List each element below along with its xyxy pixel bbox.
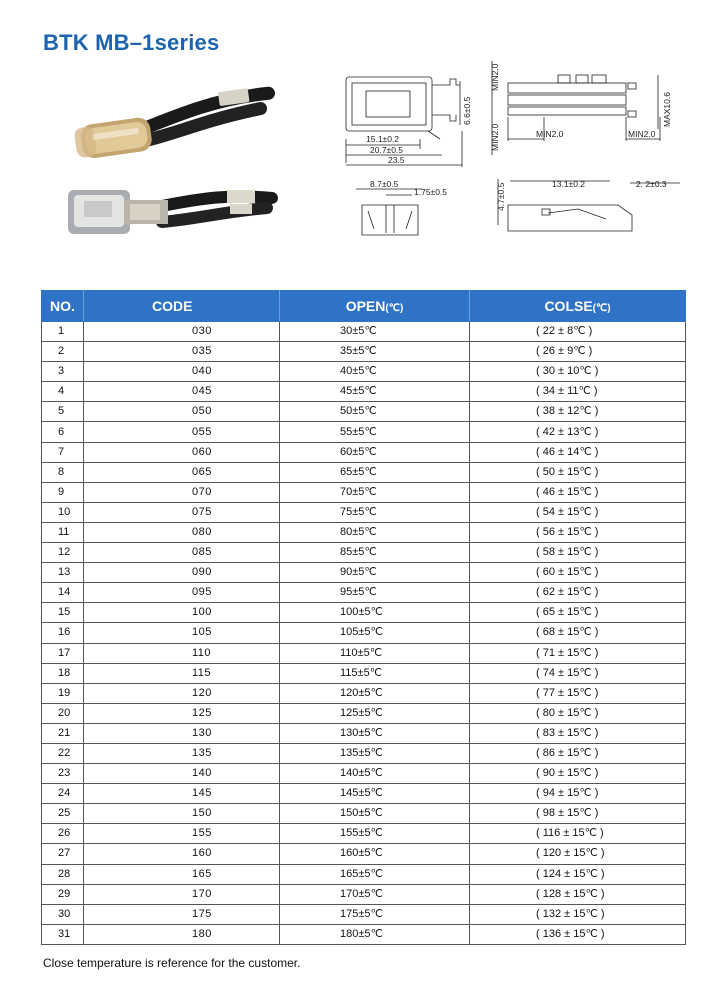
cell-open: 165±5℃ xyxy=(280,864,470,884)
table-row xyxy=(42,482,686,502)
cell-open: 125±5℃ xyxy=(280,703,470,723)
footnote: Close temperature is reference for the customer. xyxy=(43,956,301,970)
cell-close: ( 124 ± 15℃ ) xyxy=(470,864,686,884)
cell-no: 8 xyxy=(42,462,84,482)
cell-close: ( 86 ± 15℃ ) xyxy=(470,743,686,763)
cell-no: 6 xyxy=(42,422,84,442)
cell-code: 100 xyxy=(84,603,280,623)
cell-no: 7 xyxy=(42,442,84,462)
cell-code: 075 xyxy=(84,502,280,522)
cell-open: 115±5℃ xyxy=(280,663,470,683)
dim-side-min-bottom: MIN2.0 xyxy=(490,123,500,151)
cell-no: 31 xyxy=(42,924,84,944)
dim-side-min-left: MIN2.0 xyxy=(536,129,564,139)
table-row xyxy=(42,764,686,784)
table-row xyxy=(42,824,686,844)
cell-open: 45±5℃ xyxy=(280,382,470,402)
cell-open: 50±5℃ xyxy=(280,402,470,422)
cell-close: ( 50 ± 15℃ ) xyxy=(470,462,686,482)
cell-code: 155 xyxy=(84,824,280,844)
dim-top-inner: 15.1±0.2 xyxy=(366,134,400,144)
cell-code: 105 xyxy=(84,623,280,643)
cell-code: 170 xyxy=(84,884,280,904)
cell-open: 120±5℃ xyxy=(280,683,470,703)
cell-open: 85±5℃ xyxy=(280,543,470,563)
table-row xyxy=(42,583,686,603)
table-row xyxy=(42,422,686,442)
header-open: OPEN(℃) xyxy=(280,291,470,322)
table-row xyxy=(42,683,686,703)
cell-code: 030 xyxy=(84,322,280,342)
table-row xyxy=(42,603,686,623)
cell-no: 15 xyxy=(42,603,84,623)
cell-no: 2 xyxy=(42,342,84,362)
cell-close: ( 42 ± 13℃ ) xyxy=(470,422,686,442)
cell-close: ( 90 ± 15℃ ) xyxy=(470,764,686,784)
cell-open: 155±5℃ xyxy=(280,824,470,844)
cell-code: 120 xyxy=(84,683,280,703)
cell-code: 140 xyxy=(84,764,280,784)
table-row xyxy=(42,342,686,362)
cell-code: 065 xyxy=(84,462,280,482)
cell-open: 80±5℃ xyxy=(280,522,470,542)
cell-close: ( 54 ± 15℃ ) xyxy=(470,502,686,522)
product-photo-metal xyxy=(62,178,282,248)
cell-open: 100±5℃ xyxy=(280,603,470,623)
cell-open: 105±5℃ xyxy=(280,623,470,643)
product-photo-sleeved xyxy=(62,85,282,165)
cell-close: ( 46 ± 15℃ ) xyxy=(470,482,686,502)
table-row xyxy=(42,804,686,824)
cell-open: 135±5℃ xyxy=(280,743,470,763)
cell-open: 180±5℃ xyxy=(280,924,470,944)
cell-no: 24 xyxy=(42,784,84,804)
cell-code: 095 xyxy=(84,583,280,603)
cell-code: 070 xyxy=(84,482,280,502)
cell-code: 145 xyxy=(84,784,280,804)
cell-close: ( 22 ± 8℃ ) xyxy=(470,322,686,342)
table-row xyxy=(42,723,686,743)
table-row xyxy=(42,844,686,864)
cell-close: ( 80 ± 15℃ ) xyxy=(470,703,686,723)
dim-top-height: 6.6±0.5 xyxy=(462,96,472,125)
cell-no: 22 xyxy=(42,743,84,763)
cell-code: 060 xyxy=(84,442,280,462)
cell-code: 035 xyxy=(84,342,280,362)
cell-close: ( 116 ± 15℃ ) xyxy=(470,824,686,844)
cell-open: 95±5℃ xyxy=(280,583,470,603)
cell-no: 9 xyxy=(42,482,84,502)
cell-code: 110 xyxy=(84,643,280,663)
table-row xyxy=(42,663,686,683)
cell-close: ( 71 ± 15℃ ) xyxy=(470,643,686,663)
cell-no: 17 xyxy=(42,643,84,663)
table-row xyxy=(42,322,686,342)
cell-close: ( 26 ± 9℃ ) xyxy=(470,342,686,362)
cell-no: 12 xyxy=(42,543,84,563)
cell-close: ( 68 ± 15℃ ) xyxy=(470,623,686,643)
table-row xyxy=(42,563,686,583)
table-header-row xyxy=(42,291,686,322)
cell-close: ( 58 ± 15℃ ) xyxy=(470,543,686,563)
dim-profile-thick: 2. 2±0.3 xyxy=(636,179,667,189)
cell-open: 75±5℃ xyxy=(280,502,470,522)
cell-code: 090 xyxy=(84,563,280,583)
cell-no: 29 xyxy=(42,884,84,904)
cell-close: ( 30 ± 10℃ ) xyxy=(470,362,686,382)
cell-code: 045 xyxy=(84,382,280,402)
cell-code: 050 xyxy=(84,402,280,422)
cell-no: 23 xyxy=(42,764,84,784)
table-row xyxy=(42,543,686,563)
cell-close: ( 65 ± 15℃ ) xyxy=(470,603,686,623)
cell-close: ( 77 ± 15℃ ) xyxy=(470,683,686,703)
cell-close: ( 34 ± 11℃ ) xyxy=(470,382,686,402)
cell-open: 60±5℃ xyxy=(280,442,470,462)
cell-open: 90±5℃ xyxy=(280,563,470,583)
header-code: CODE xyxy=(84,291,280,322)
spec-table xyxy=(41,290,686,945)
dim-profile-height: 4.7±0.5 xyxy=(496,182,506,211)
cell-code: 165 xyxy=(84,864,280,884)
cell-code: 160 xyxy=(84,844,280,864)
page-title: BTK MB–1series xyxy=(43,30,220,55)
cell-code: 040 xyxy=(84,362,280,382)
cell-code: 130 xyxy=(84,723,280,743)
table-row xyxy=(42,904,686,924)
dim-end-pin: 1.75±0.5 xyxy=(414,187,448,197)
table-row xyxy=(42,362,686,382)
cell-code: 125 xyxy=(84,703,280,723)
table-row xyxy=(42,884,686,904)
table-row xyxy=(42,703,686,723)
cell-no: 25 xyxy=(42,804,84,824)
cell-no: 4 xyxy=(42,382,84,402)
cell-no: 20 xyxy=(42,703,84,723)
cell-close: ( 56 ± 15℃ ) xyxy=(470,522,686,542)
cell-close: ( 136 ± 15℃ ) xyxy=(470,924,686,944)
cell-code: 180 xyxy=(84,924,280,944)
cell-open: 175±5℃ xyxy=(280,904,470,924)
header-close: COLSE(℃) xyxy=(470,291,686,322)
cell-no: 18 xyxy=(42,663,84,683)
cell-close: ( 120 ± 15℃ ) xyxy=(470,844,686,864)
table-row xyxy=(42,502,686,522)
cell-open: 150±5℃ xyxy=(280,804,470,824)
cell-code: 055 xyxy=(84,422,280,442)
cell-no: 1 xyxy=(42,322,84,342)
cell-no: 27 xyxy=(42,844,84,864)
dim-side-min-right: MIN2.0 xyxy=(628,129,656,139)
cell-no: 3 xyxy=(42,362,84,382)
cell-open: 55±5℃ xyxy=(280,422,470,442)
dim-side-min-top: MIN2.0 xyxy=(490,63,500,91)
table-row xyxy=(42,643,686,663)
dimension-drawings xyxy=(330,55,690,245)
dim-end-width: 8.7±0.5 xyxy=(370,179,399,189)
dim-profile-length: 13.1±0.2 xyxy=(552,179,586,189)
cell-no: 13 xyxy=(42,563,84,583)
cell-open: 145±5℃ xyxy=(280,784,470,804)
cell-open: 65±5℃ xyxy=(280,462,470,482)
cell-code: 080 xyxy=(84,522,280,542)
cell-close: ( 83 ± 15℃ ) xyxy=(470,723,686,743)
dim-top-mid: 20.7±0.5 xyxy=(370,145,404,155)
table-row xyxy=(42,522,686,542)
cell-code: 135 xyxy=(84,743,280,763)
cell-close: ( 38 ± 12℃ ) xyxy=(470,402,686,422)
cell-close: ( 132 ± 15℃ ) xyxy=(470,904,686,924)
cell-open: 30±5℃ xyxy=(280,322,470,342)
cell-open: 170±5℃ xyxy=(280,884,470,904)
cell-close: ( 60 ± 15℃ ) xyxy=(470,563,686,583)
cell-open: 40±5℃ xyxy=(280,362,470,382)
table-row xyxy=(42,924,686,944)
cell-no: 28 xyxy=(42,864,84,884)
cell-no: 16 xyxy=(42,623,84,643)
table-row xyxy=(42,402,686,422)
table-row xyxy=(42,864,686,884)
cell-code: 175 xyxy=(84,904,280,924)
cell-no: 10 xyxy=(42,502,84,522)
cell-code: 085 xyxy=(84,543,280,563)
cell-close: ( 62 ± 15℃ ) xyxy=(470,583,686,603)
cell-no: 30 xyxy=(42,904,84,924)
cell-no: 19 xyxy=(42,683,84,703)
cell-close: ( 94 ± 15℃ ) xyxy=(470,784,686,804)
table-row xyxy=(42,623,686,643)
cell-close: ( 128 ± 15℃ ) xyxy=(470,884,686,904)
cell-code: 150 xyxy=(84,804,280,824)
cell-open: 110±5℃ xyxy=(280,643,470,663)
cell-no: 21 xyxy=(42,723,84,743)
cell-close: ( 98 ± 15℃ ) xyxy=(470,804,686,824)
cell-no: 14 xyxy=(42,583,84,603)
cell-code: 115 xyxy=(84,663,280,683)
cell-open: 140±5℃ xyxy=(280,764,470,784)
dim-top-total: 23.5 xyxy=(388,155,405,165)
cell-open: 35±5℃ xyxy=(280,342,470,362)
dim-side-max: MAX10.6 xyxy=(662,92,672,127)
header-no: NO. xyxy=(42,291,84,322)
cell-open: 70±5℃ xyxy=(280,482,470,502)
cell-open: 160±5℃ xyxy=(280,844,470,864)
cell-no: 5 xyxy=(42,402,84,422)
cell-close: ( 46 ± 14℃ ) xyxy=(470,442,686,462)
table-row xyxy=(42,382,686,402)
table-row xyxy=(42,442,686,462)
cell-no: 11 xyxy=(42,522,84,542)
cell-close: ( 74 ± 15℃ ) xyxy=(470,663,686,683)
table-row xyxy=(42,462,686,482)
table-row xyxy=(42,784,686,804)
cell-open: 130±5℃ xyxy=(280,723,470,743)
cell-no: 26 xyxy=(42,824,84,844)
table-row xyxy=(42,743,686,763)
